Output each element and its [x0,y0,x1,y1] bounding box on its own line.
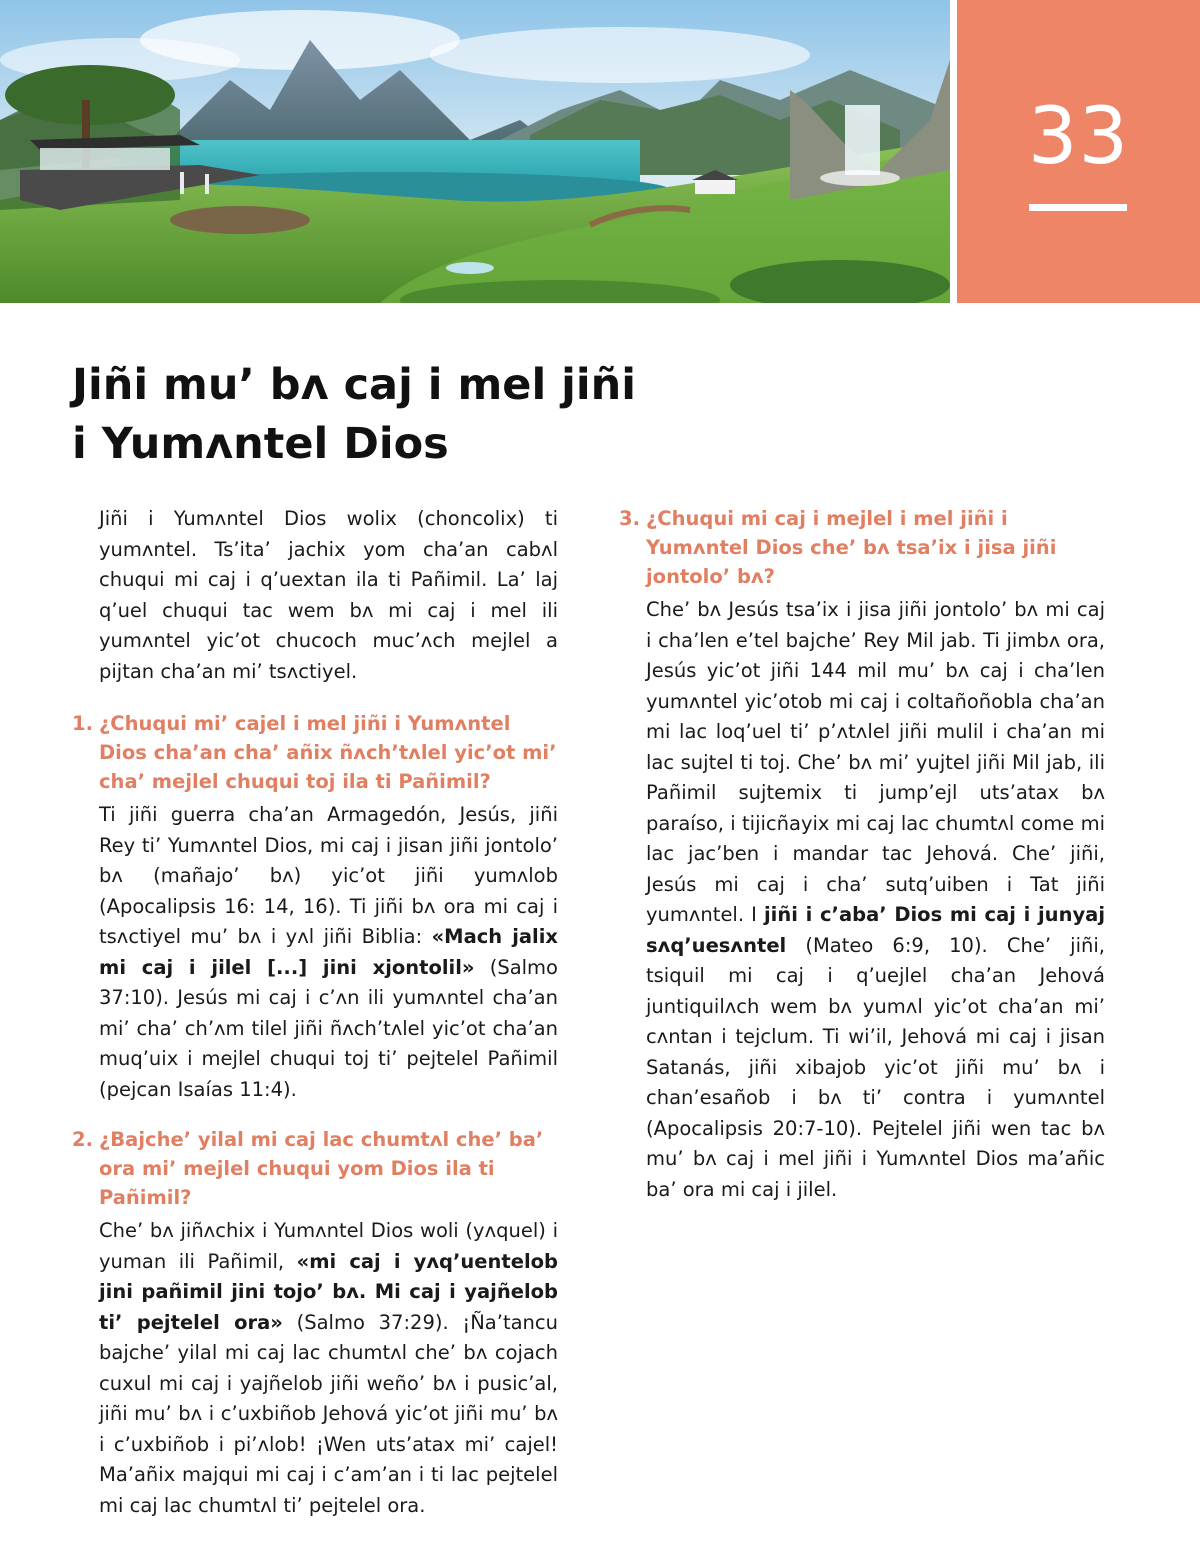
question-1-number: 1. [72,712,93,735]
question-2-number: 2. [72,1128,93,1151]
answer-1-text-b: (Salmo 37:10). Jesús mi caj i c’ʌn ili yumʌntel cha’an mi’ cha’ ch’ʌm tilel jiñi ñʌch’tʌlel yic’ot cha’an muq’uix i mejlel chuqui toj ti’ pejtelel Pañimil (pejcan Isaías 11:4). [99,955,558,1101]
page-title-line-2: i Yumʌntel Dios [72,419,449,469]
answer-1-text-a: Ti jiñi guerra cha’an Armagedón, Jesús, jiñi Rey ti’ Yumʌntel Dios, mi caj i jisan jiñi jontolo’ bʌ (mañajo’ bʌ) yic’ot jiñi yumʌlob (Apocalipsis 16: 14, 16). Ti jiñi bʌ ora mi caj i tsʌctiyel mu’ bʌ i yʌl jiñi Biblia: [99,803,558,948]
answer-1-quote: «Mach jalix mi caj i jilel [...] jini xjontolil» [99,925,558,979]
question-3-number: 3. [619,507,640,530]
question-1-text: ¿Chuqui mi’ cajel i mel jiñi i Yumʌntel Dios cha’an cha’ añix ñʌch’tʌlel yic’ot mi’ cha’ mejlel chuqui toj ila ti Pañimil? [99,712,557,793]
page-title-line-1: Jiñi mu’ bʌ caj i mel jiñi [72,360,636,410]
answer-3-text-b: (Mateo 6:9, 10). Che’ jiñi, tsiquil mi caj i q’uejlel cha’an Jehová juntiquilʌch wem bʌ yumʌl yic’ot cha’an mi’ cʌntan i tejclum. Ti wi’il, Jehová mi caj i jisan Satanás, jiñi xibajob yic’ot jiñi mu’ bʌ i chan’esañob i bʌ ti’ contra i yumʌntel (Apocalipsis 20:7-10). Pejtelel jiñi wen tac bʌ mu’ bʌ caj i mel jiñi i Yumʌntel Dios ma’añic ba’ ora mi caj i jilel. [646,933,1105,1201]
answer-2-text-b: (Salmo 37:29). ¡Ña’tancu bajche’ yilal mi caj lac chumtʌl che’ bʌ cojach cuxul mi caj i yajñelob jiñi weño’ bʌ i pusic’al, jiñi mu’ bʌ i c’uxbiñob Jehová yic’ot jiñi mu’ bʌ i c’uxbiñob i pi’ʌlob! ¡Wen uts’atax mi’ cajel! Ma’añix majqui mi caj i c’am’an i ti lac pejtelel mi caj lac chumtʌl ti’ pejtelel ora. [99,1310,558,1517]
right-column [619,504,1105,1205]
chapter-number-underline [1029,204,1127,211]
question-2-text: ¿Bajche’ yilal mi caj lac chumtʌl che’ ba’ ora mi’ mejlel chuqui yom Dios ila ti Pañimil? [99,1128,544,1209]
answer-2-text-a: Che’ bʌ jiñʌchix i Yumʌntel Dios woli (yʌquel) i yuman ili Pañimil, [99,1219,558,1273]
chapter-number-box [957,0,1200,303]
question-3 [619,504,1105,591]
question-1 [72,709,558,796]
answer-1-paragraph [72,800,558,1105]
hero-image [0,0,950,303]
page-title [72,356,832,474]
left-column [72,504,558,1521]
answer-3-text-a: Che’ bʌ Jesús tsa’ix i jisa jiñi jontolo’ bʌ mi caj i cha’len e’tel bajche’ Rey Mil jab. Ti jimbʌ ora, Jesús yic’ot jiñi 144 mil mu’ bʌ caj i cha’len yumʌntel yic’otob mi caj i coltañoñobla cha’an mi lac loq’uel ti’ p’ʌtʌlel jiñi mulil i cha’an mi lac sujtel ti toj. Che’ bʌ mi’ yujtel jiñi Mil jab, ili Pañimil sujtemix ti jump’ejl uts’atax bʌ paraíso, i tijicñayix mi caj lac chumtʌl come mi lac jac’ben i mandar tac Jehová. Che’ jiñi, Jesús mi caj i cha’ sutq’uiben i Tat jiñi yumʌntel. I [646,598,1105,926]
question-2 [72,1125,558,1212]
intro-paragraph: Jiñi i Yumʌntel Dios wolix (choncolix) ti yumʌntel. Ts’ita’ jachix yom cha’an cabʌl chuqui mi caj i q’uextan ila ti Pañimil. La’ laj q’uel chuqui tac wem bʌ mi caj i mel ili yumʌntel yic’ot chucoch muc’ʌch mejlel a pijtan cha’an mi’ tsʌctiyel. [99,507,558,683]
answer-2-quote: «mi caj i yʌq’uentelob jini pañimil jini tojo’ bʌ. Mi caj i yajñelob ti’ pejtelel ora» [99,1249,558,1334]
answer-3-bold-phrase: jiñi i c’aba’ Dios mi caj i junyaj sʌq’uesʌntel [646,903,1106,957]
answer-3-paragraph [619,595,1105,1205]
paradise-landscape-illustration [0,0,950,303]
chapter-number: 33 [1027,92,1130,182]
question-3-text: ¿Chuqui mi caj i mejlel i mel jiñi i Yumʌntel Dios che’ bʌ tsa’ix i jisa jiñi jontolo’ bʌ? [646,507,1057,588]
answer-2-paragraph [72,1216,558,1521]
